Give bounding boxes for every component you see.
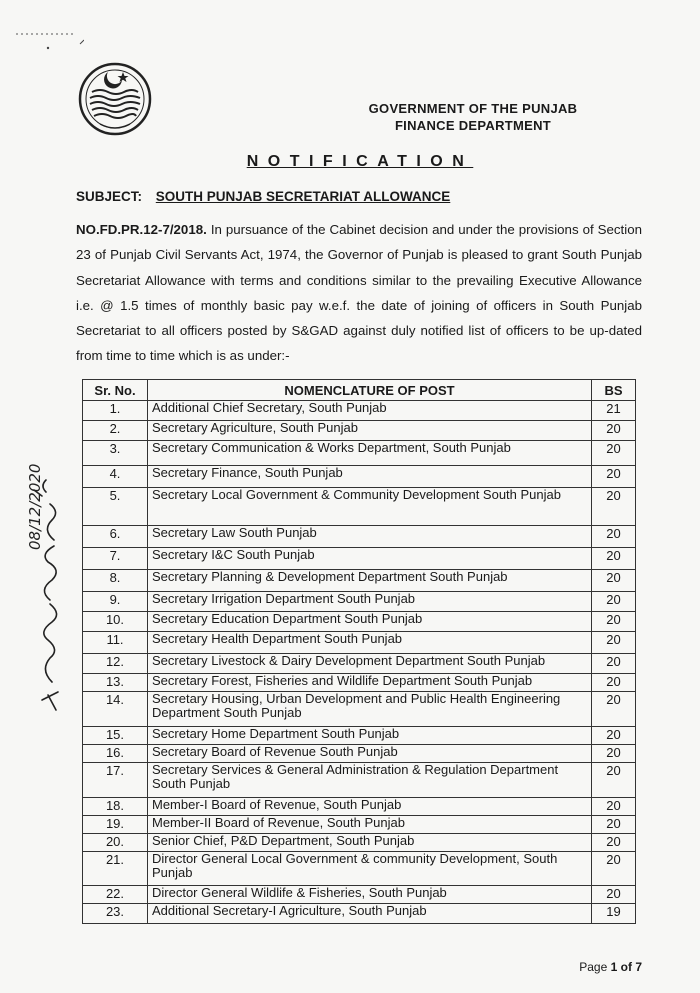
sr-cell: 10. xyxy=(83,612,148,632)
post-cell: Secretary Home Department South Punjab xyxy=(148,727,592,745)
table-row xyxy=(83,798,636,816)
body-paragraph: In pursuance of the Cabinet decision and under the provisions of Section 23 of Punjab Civil Servants Act, 1974, the Governor of Punjab is pleased to grant South Punjab Secretariat Allowance with terms and conditions similar to the prevailing Executive Allowance i.e. @ 1.5 times of monthly basic pay w.e.f. the date of joining of officers in South Punjab Secretariat to all officers posted by S&GAD against duly notified list of officers to be up-dated from time to time which is as under:- xyxy=(76,222,643,364)
page-total: 7 xyxy=(635,960,642,974)
bs-cell: 20 xyxy=(592,654,636,674)
bs-cell: 20 xyxy=(592,526,636,548)
post-cell: Secretary Services & General Administration & Regulation Department South Punjab xyxy=(148,763,592,798)
sr-cell: 11. xyxy=(83,632,148,654)
bs-cell: 20 xyxy=(592,466,636,488)
table-row xyxy=(83,526,636,548)
sr-cell: 2. xyxy=(83,421,148,441)
notification-body xyxy=(76,217,642,369)
post-cell: Member-II Board of Revenue, South Punjab xyxy=(148,816,592,834)
table-row xyxy=(83,632,636,654)
post-cell: Member-I Board of Revenue, South Punjab xyxy=(148,798,592,816)
sr-cell: 13. xyxy=(83,674,148,692)
notification-title: NOTIFICATION xyxy=(246,153,474,170)
scan-mark xyxy=(14,26,84,56)
post-cell: Secretary Livestock & Dairy Development Department South Punjab xyxy=(148,654,592,674)
page-number: 1 xyxy=(610,960,618,974)
reference-number: NO.FD.PR.12-7/2018. xyxy=(76,222,207,237)
sr-cell: 15. xyxy=(83,727,148,745)
bs-cell: 20 xyxy=(592,727,636,745)
table-row xyxy=(83,834,636,852)
post-cell: Secretary Board of Revenue South Punjab xyxy=(148,745,592,763)
post-cell: Secretary Education Department South Punjab xyxy=(148,612,592,632)
post-cell: Additional Secretary-I Agriculture, South Punjab xyxy=(148,904,592,924)
post-cell: Secretary Planning & Development Department South Punjab xyxy=(148,570,592,592)
table-row xyxy=(83,674,636,692)
table-header-row xyxy=(83,380,636,401)
bs-cell: 20 xyxy=(592,852,636,886)
table-row xyxy=(83,692,636,727)
table-row xyxy=(83,654,636,674)
post-cell: Secretary Forest, Fisheries and Wildlife Department South Punjab xyxy=(148,674,592,692)
table-row xyxy=(83,401,636,421)
bs-cell: 20 xyxy=(592,548,636,570)
post-cell: Secretary Local Government & Community Development South Punjab xyxy=(148,488,592,526)
post-cell: Secretary Irrigation Department South Punjab xyxy=(148,592,592,612)
sr-cell: 7. xyxy=(83,548,148,570)
post-cell: Secretary Housing, Urban Development and Public Health Engineering Department South Punjab xyxy=(148,692,592,727)
bs-cell: 20 xyxy=(592,834,636,852)
table-row xyxy=(83,592,636,612)
table-row xyxy=(83,816,636,834)
bs-cell: 20 xyxy=(592,488,636,526)
sr-cell: 6. xyxy=(83,526,148,548)
table-row xyxy=(83,548,636,570)
bs-cell: 20 xyxy=(592,441,636,466)
bs-cell: 20 xyxy=(592,632,636,654)
sr-cell: 14. xyxy=(83,692,148,727)
table-row xyxy=(83,886,636,904)
page-of-label: of xyxy=(620,960,632,974)
sr-cell: 23. xyxy=(83,904,148,924)
table-row xyxy=(83,612,636,632)
bs-cell: 20 xyxy=(592,570,636,592)
sr-cell: 17. xyxy=(83,763,148,798)
post-cell: Secretary Agriculture, South Punjab xyxy=(148,421,592,441)
subject-line xyxy=(76,189,450,204)
post-cell: Secretary Finance, South Punjab xyxy=(148,466,592,488)
department-header xyxy=(318,100,628,134)
subject-text: SOUTH PUNJAB SECRETARIAT ALLOWANCE xyxy=(155,189,451,204)
post-cell: Secretary Law South Punjab xyxy=(148,526,592,548)
bs-cell: 20 xyxy=(592,612,636,632)
bs-cell: 20 xyxy=(592,745,636,763)
table-row xyxy=(83,727,636,745)
punjab-government-seal-icon xyxy=(78,62,152,136)
table-row xyxy=(83,904,636,924)
table-row xyxy=(83,488,636,526)
col-header-sr: Sr. No. xyxy=(83,380,148,401)
sr-cell: 1. xyxy=(83,401,148,421)
bs-cell: 20 xyxy=(592,886,636,904)
col-header-bs: BS xyxy=(592,380,636,401)
bs-cell: 20 xyxy=(592,816,636,834)
sr-cell: 21. xyxy=(83,852,148,886)
col-header-post: NOMENCLATURE OF POST xyxy=(148,380,592,401)
table-row xyxy=(83,745,636,763)
table-row xyxy=(83,852,636,886)
table-row xyxy=(83,441,636,466)
posts-table xyxy=(82,379,636,924)
table-row xyxy=(83,763,636,798)
sr-cell: 5. xyxy=(83,488,148,526)
bs-cell: 19 xyxy=(592,904,636,924)
sr-cell: 18. xyxy=(83,798,148,816)
sr-cell: 12. xyxy=(83,654,148,674)
bs-cell: 20 xyxy=(592,421,636,441)
table-row xyxy=(83,570,636,592)
post-cell: Secretary I&C South Punjab xyxy=(148,548,592,570)
bs-cell: 20 xyxy=(592,798,636,816)
bs-cell: 20 xyxy=(592,763,636,798)
post-cell: Secretary Health Department South Punjab xyxy=(148,632,592,654)
table-row xyxy=(83,421,636,441)
bs-cell: 20 xyxy=(592,592,636,612)
sr-cell: 20. xyxy=(83,834,148,852)
post-cell: Senior Chief, P&D Department, South Punjab xyxy=(148,834,592,852)
sr-cell: 16. xyxy=(83,745,148,763)
post-cell: Director General Local Government & community Development, South Punjab xyxy=(148,852,592,886)
government-title: GOVERNMENT OF THE PUNJAB xyxy=(368,101,578,116)
sr-cell: 8. xyxy=(83,570,148,592)
sr-cell: 3. xyxy=(83,441,148,466)
department-title: FINANCE DEPARTMENT xyxy=(394,118,552,133)
table-row xyxy=(83,466,636,488)
post-cell: Secretary Communication & Works Department, South Punjab xyxy=(148,441,592,466)
bs-cell: 20 xyxy=(592,692,636,727)
sr-cell: 9. xyxy=(83,592,148,612)
handwritten-signature-icon xyxy=(12,400,72,720)
post-cell: Additional Chief Secretary, South Punjab xyxy=(148,401,592,421)
bs-cell: 20 xyxy=(592,674,636,692)
page-label: Page xyxy=(579,960,608,974)
sr-cell: 4. xyxy=(83,466,148,488)
post-cell: Director General Wildlife & Fisheries, South Punjab xyxy=(148,886,592,904)
sr-cell: 19. xyxy=(83,816,148,834)
page-footer xyxy=(579,960,642,974)
handwritten-date: 08/12/2020 xyxy=(26,463,44,550)
bs-cell: 21 xyxy=(592,401,636,421)
sr-cell: 22. xyxy=(83,886,148,904)
subject-label: SUBJECT: xyxy=(76,189,143,204)
